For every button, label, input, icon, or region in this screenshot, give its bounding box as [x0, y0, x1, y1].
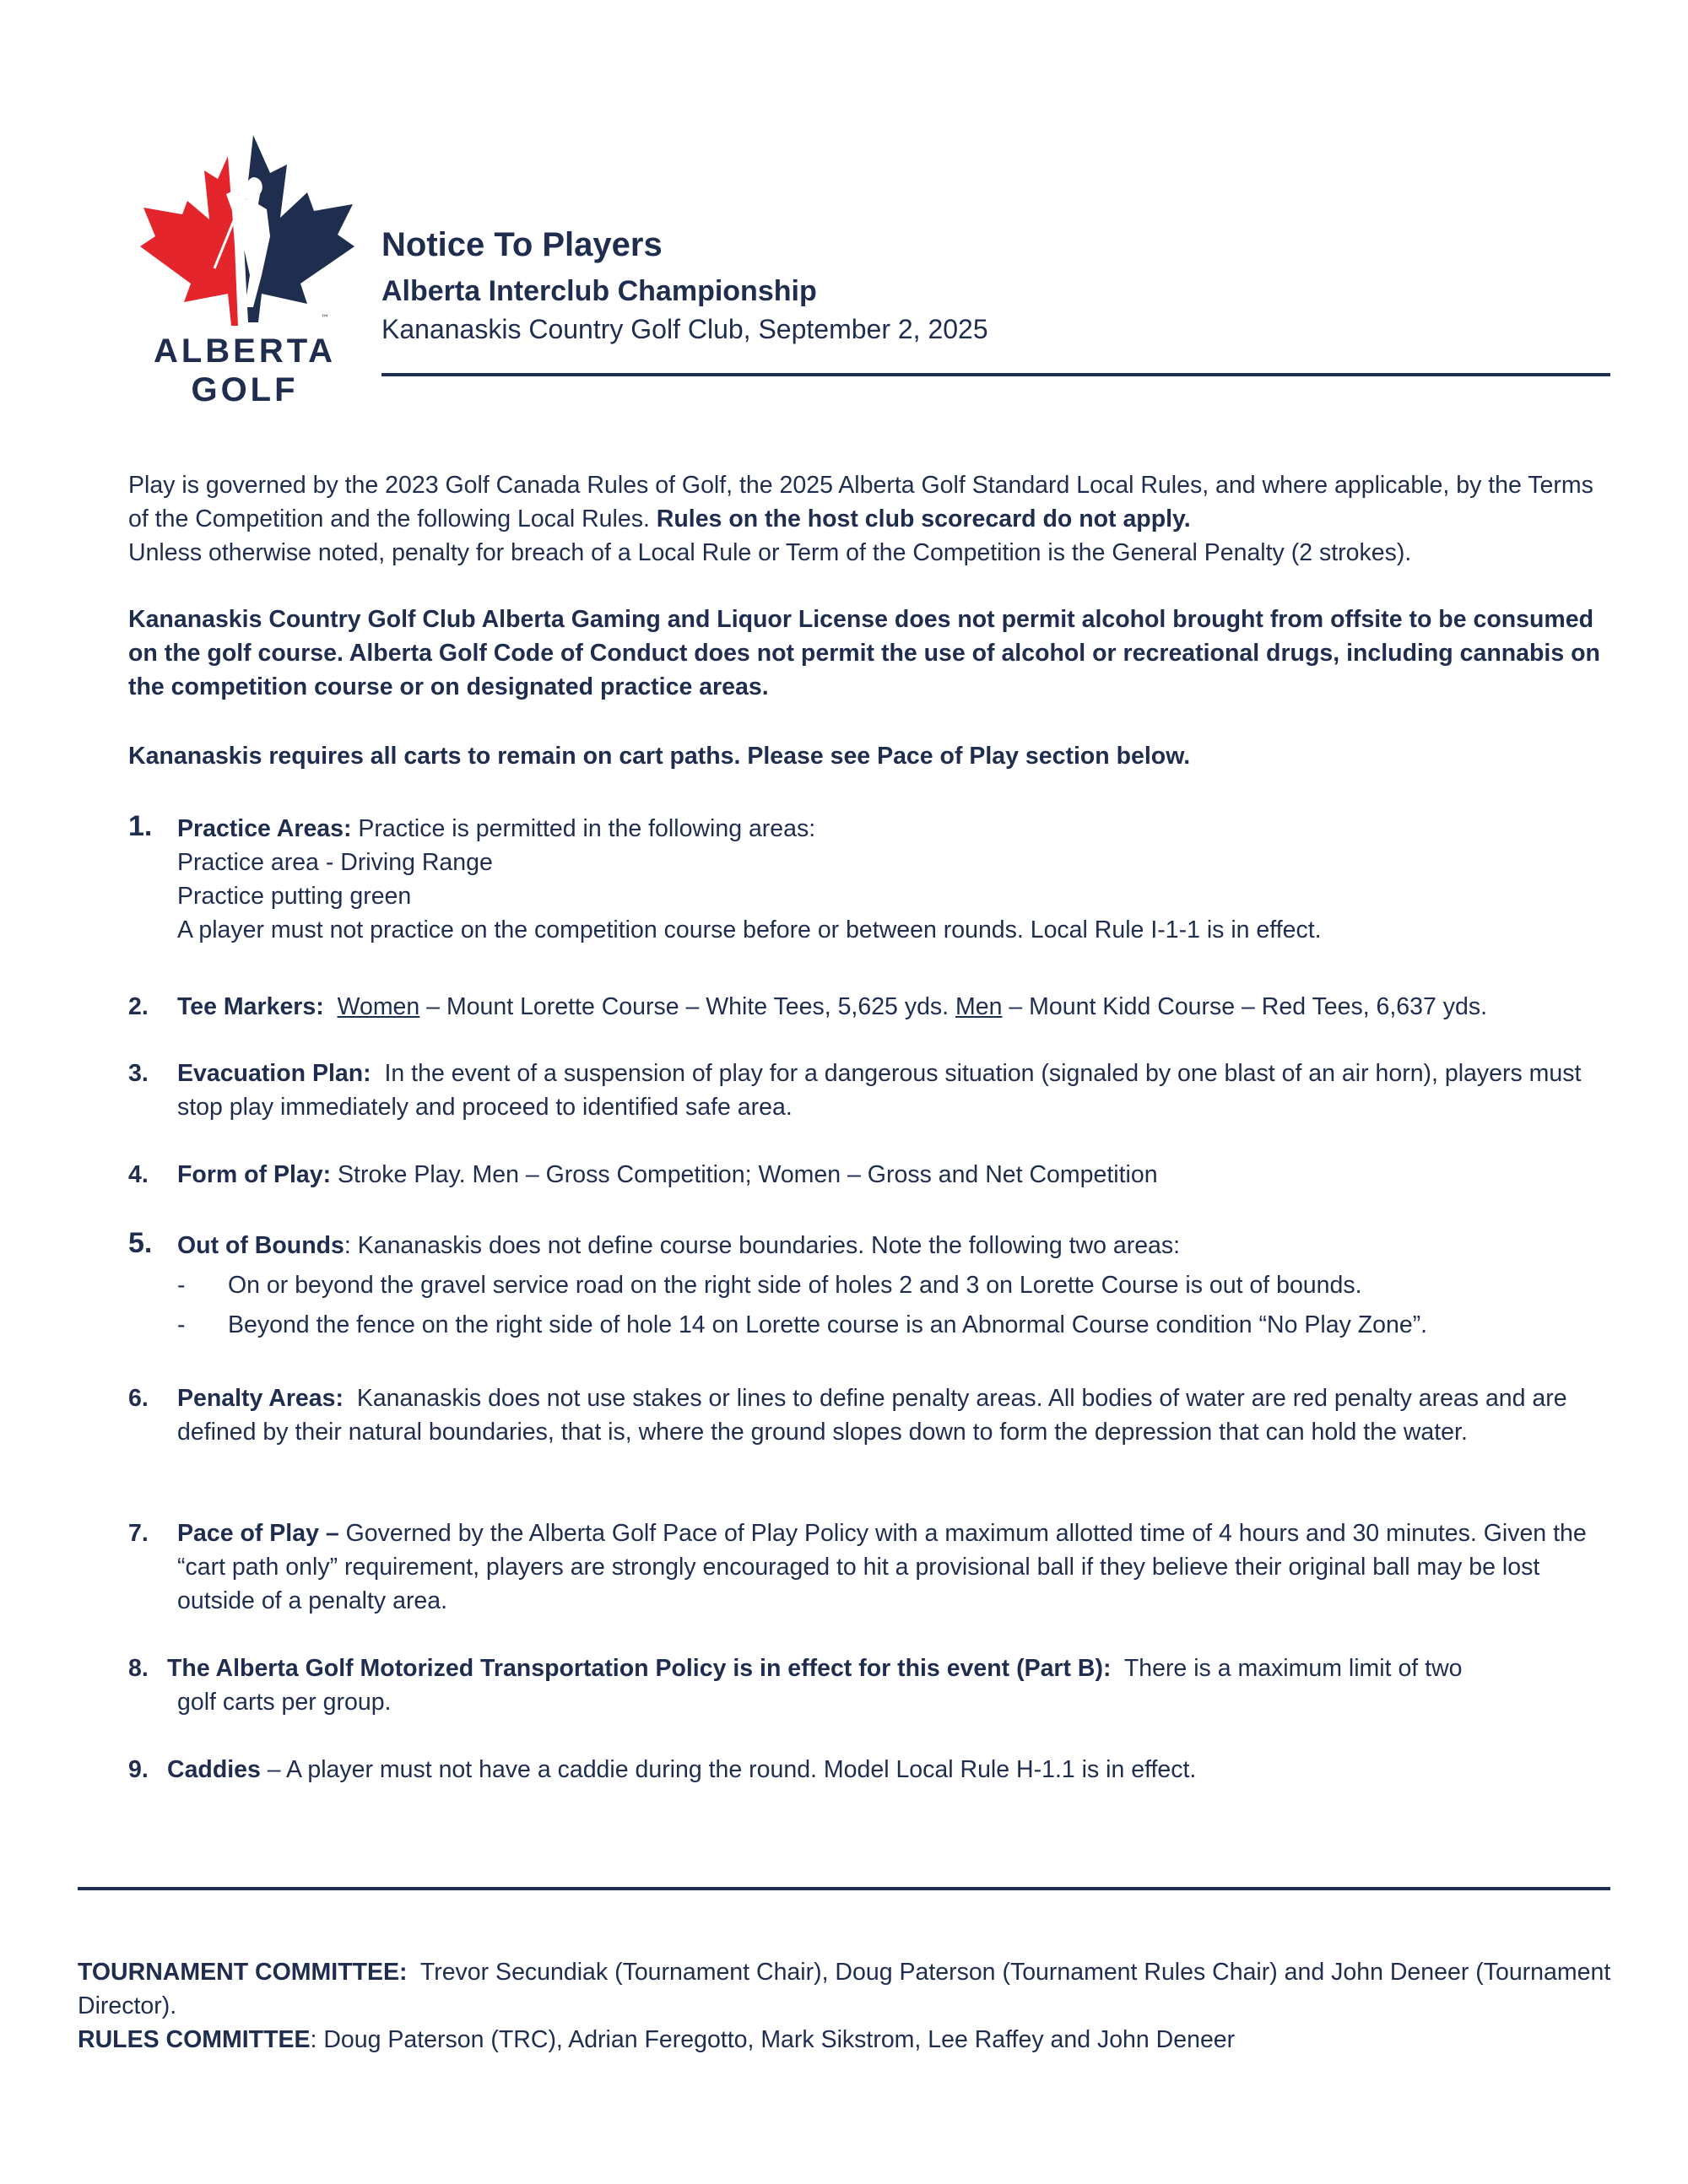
rule-number: 6.: [128, 1385, 149, 1412]
rule-number: 4.: [128, 1161, 149, 1188]
alcohol-notice: Kananaskis Country Golf Club Alberta Gaming and Liquor License does not permit alcohol brought from offsite to be consumed on the golf course. Alberta Golf Code of Conduct does not permit the use of alcohol or recreational drugs, including cannabis on the competition course or on designated practice areas.: [128, 606, 1600, 700]
maple-leaf-golfer-icon: [127, 127, 363, 338]
rule-item-motorized-transportation: [128, 1652, 1614, 1719]
rule-text: Governed by the Alberta Golf Pace of Play Policy with a maximum allotted time of 4 hours and 30 minutes. Given the “cart path only” requirement, players are strongly encouraged to hit a provisional ball if they believe their original ball may be lost outside of a penalty area.: [177, 1520, 1587, 1614]
maple-leaf-red-half: [140, 156, 238, 326]
intro-text: Play is governed by the 2023 Golf Canada Rules of Golf, the 2025 Alberta Golf Standard Local Rules, and where applicable, by the Terms of the Competition and the following Local Rules.: [128, 472, 1593, 532]
rule-text: Practice is permitted in the following areas:: [351, 815, 816, 842]
event-location-date: Kananaskis Country Golf Club, September 2, 2025: [381, 314, 988, 344]
rule-heading: Penalty Areas:: [177, 1385, 344, 1412]
rules-committee-label: RULES COMMITTEE: [78, 2026, 311, 2053]
page-title: Notice To Players: [381, 226, 663, 263]
rule-text: Kananaskis does not use stakes or lines to define penalty areas. All bodies of water are red penalty areas and are defined by their natural boundaries, that is, where the ground slopes down to form the depression that can hold the water.: [177, 1385, 1567, 1446]
tournament-committee-label: TOURNAMENT COMMITTEE:: [78, 1959, 408, 1986]
event-name: Alberta Interclub Championship: [381, 275, 817, 307]
intro-paragraph: [128, 468, 1614, 570]
tournament-committee-members: Trevor Secundiak (Tournament Chair), Doug Paterson (Tournament Rules Chair) and John Deneer (Tournament Director).: [78, 1959, 1611, 2019]
intro-bold-text: Rules on the host club scorecard do not apply.: [656, 505, 1191, 532]
rule-number: 7.: [128, 1520, 149, 1547]
rules-committee-members: : Doug Paterson (TRC), Adrian Feregotto, Mark Sikstrom, Lee Raffey and John Deneer: [310, 2026, 1236, 2053]
rule-text: Stroke Play. Men – Gross Competition; Women – Gross and Net Competition: [331, 1161, 1158, 1188]
rule-item-caddies: [128, 1753, 1614, 1787]
tee-men-text: – Mount Kidd Course – Red Tees, 6,637 yds.: [1002, 993, 1488, 1020]
header-divider: [381, 373, 1610, 376]
oob-bullet-text: Beyond the fence on the right side of hole 14 on Lorette course is an Abnormal Course condition “No Play Zone”.: [228, 1311, 1428, 1338]
oob-bullet-text: On or beyond the gravel service road on the right side of holes 2 and 3 on Lorette Course is out of bounds.: [228, 1272, 1362, 1299]
rule-text-continued: golf carts per group.: [177, 1689, 392, 1716]
alberta-golf-logo: [127, 127, 363, 414]
practice-line-restriction: A player must not practice on the competition course before or between rounds. Local Rule I-1-1 is in effect.: [177, 916, 1322, 943]
tee-women-text: – Mount Lorette Course – White Tees, 5,625 yds.: [419, 993, 956, 1020]
oob-bullet: [177, 1268, 1614, 1302]
rule-number: 2.: [128, 993, 149, 1020]
rule-heading: Evacuation Plan:: [177, 1060, 371, 1087]
logo-line-golf: GOLF: [191, 371, 299, 408]
rule-heading: Pace of Play –: [177, 1520, 339, 1547]
rule-number: 8.: [128, 1655, 149, 1682]
rule-item-form-of-play: [128, 1158, 1614, 1192]
rule-heading: Form of Play:: [177, 1161, 332, 1188]
rule-text: : Kananaskis does not define course boundaries. Note the following two areas:: [344, 1232, 1181, 1259]
tee-women-label: Women: [337, 993, 420, 1020]
rule-heading: Caddies: [167, 1756, 261, 1783]
rule-item-tee-markers: [128, 990, 1614, 1024]
rule-number: 1.: [128, 810, 153, 842]
cart-path-notice: Kananaskis requires all carts to remain on cart paths. Please see Pace of Play section below.: [128, 743, 1191, 770]
rule-number: 3.: [128, 1060, 149, 1087]
rule-item-penalty-areas: [128, 1381, 1614, 1449]
footer-divider: [78, 1887, 1610, 1890]
intro-penalty-text: Unless otherwise noted, penalty for breach of a Local Rule or Term of the Competition is the General Penalty (2 strokes).: [128, 539, 1412, 566]
rule-number: 9.: [128, 1756, 149, 1783]
rule-item-pace-of-play: [128, 1516, 1614, 1618]
bullet-dash: -: [177, 1311, 186, 1338]
rule-item-out-of-bounds: [128, 1229, 1614, 1342]
oob-bullet: [177, 1308, 1614, 1342]
tee-men-label: Men: [955, 993, 1003, 1020]
rule-text: – A player must not have a caddie during the round. Model Local Rule H-1.1 is in effect.: [260, 1756, 1197, 1783]
rule-item-practice-areas: [128, 812, 1614, 947]
rule-heading: Out of Bounds: [177, 1232, 344, 1259]
practice-line-driving-range: Practice area - Driving Range: [177, 849, 493, 876]
rule-item-evacuation-plan: [128, 1057, 1614, 1124]
rule-heading: Practice Areas:: [177, 815, 352, 842]
rule-heading: Tee Markers:: [177, 993, 324, 1020]
rule-text: There is a maximum limit of two: [1123, 1655, 1463, 1682]
bullet-dash: -: [177, 1272, 186, 1299]
logo-line-alberta: ALBERTA: [153, 332, 337, 370]
committee-section: [78, 1955, 1622, 2057]
rule-heading: The Alberta Golf Motorized Transportation Policy is in effect for this event (Part B):: [167, 1655, 1112, 1682]
rule-number: 5.: [128, 1227, 153, 1259]
rule-text: In the event of a suspension of play for a dangerous situation (signaled by one blast of an air horn), players must stop play immediately and proceed to identified safe area.: [177, 1060, 1582, 1121]
trademark-symbol: ™: [321, 314, 329, 323]
practice-line-putting-green: Practice putting green: [177, 883, 412, 910]
